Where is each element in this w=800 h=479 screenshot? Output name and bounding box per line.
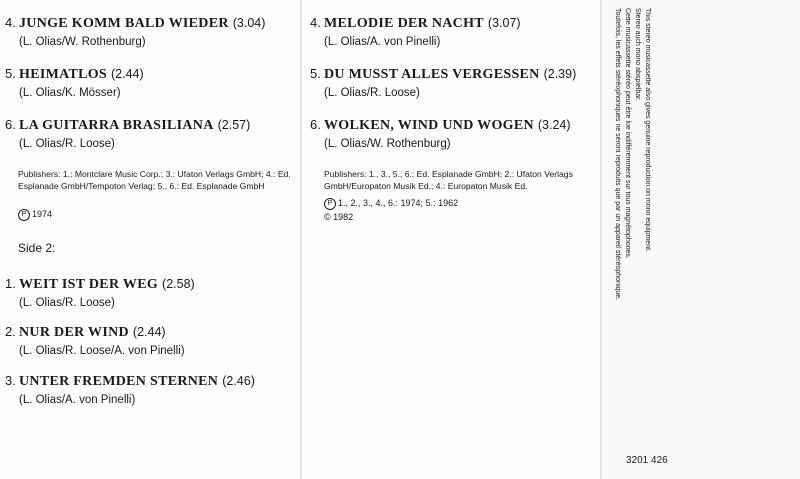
side-label: Side 2: [18,241,56,255]
stereo-notice-line: This stereo musicassette also gives genuine reproduction on mono equipment. [644,8,651,252]
catalog-number: 3201 426 [626,455,668,466]
track-item [5,323,185,357]
track-number: 5. [5,66,16,81]
phonogram-icon: P [18,209,30,221]
track-credit: (L. Olias/W. Rothenburg) [324,138,451,150]
track-title: DU MUSST ALLES VERGESSEN [324,67,540,82]
phonogram-notice [18,208,52,221]
track-duration: (2.57) [217,118,251,132]
track-credit: (L. Olias/R. Loose) [324,87,420,99]
track-duration: (2.46) [222,374,255,388]
track-credit: (L. Olias/R. Loose) [19,297,115,309]
track-title: WEIT IST DER WEG [19,277,159,292]
track-credit: (L. Olias/R. Loose) [19,138,115,150]
copyright-icon: © [324,212,331,222]
track-title: MELODIE DER NACHT [324,16,484,31]
track-title: HEIMATLOS [19,67,108,82]
track-duration: (2.44) [132,325,166,339]
track-item [5,372,255,406]
track-item [5,65,144,99]
track-credit: (L. Olias/R. Loose/A. von Pinelli) [19,345,185,357]
stereo-notice-line: Cette musicassette stéréo peut être lue indifféremment sur tous magnétophones. [624,8,631,259]
track-number: 2. [5,324,16,339]
track-number: 6. [310,117,321,132]
track-title: UNTER FREMDEN STERNEN [19,374,219,389]
track-duration: (3.04) [232,16,266,30]
track-title: LA GUITARRA BRASILIANA [19,118,214,133]
track-item [310,65,576,99]
publishers-note: Publishers: 1.: Montclare Music Corp.; 3.: Ufaton Verlags GmbH; 4.: Ed. Esplanade GmbH/Tempoton Verlag; 5., 6.: Ed. Esplanade GmbH [18,169,291,191]
track-duration: (2.39) [543,67,577,81]
track-item [5,275,195,309]
track-number: 4. [5,15,16,30]
track-item [5,14,265,48]
track-credit: (L. Olias/A. von Pinelli) [324,36,441,48]
track-number: 1. [5,276,16,291]
phonogram-icon: P [324,198,336,210]
stereo-notice-line: Toutefois, les effets stéréophoniques ne seront reproduits que par un appareil stéréophonique. [614,8,621,301]
track-title: WOLKEN, WIND UND WOGEN [324,118,534,133]
copyright-notice [324,211,353,223]
track-credit: (L. Olias/W. Rothenburg) [19,36,146,48]
track-title: NUR DER WIND [19,325,129,340]
track-duration: (3.24) [537,118,571,132]
stereo-notice [612,8,652,328]
track-item [310,14,521,48]
track-duration: (3.07) [487,16,521,30]
publishers-note: Publishers: 1., 3., 5., 6.: Ed. Esplanade GmbH; 2.: Ufaton Verlags GmbH/Europaton Musik Ed.; 4.: Europaton Musik Ed. [324,169,573,191]
phonogram-year: 1974 [32,209,53,219]
track-duration: (2.58) [162,277,195,291]
track-credit: (L. Olias/K. Mösser) [19,87,121,99]
track-number: 6. [5,117,16,132]
phonogram-years: 1., 2., 3., 4., 6.: 1974; 5.: 1962 [338,198,459,208]
track-title: JUNGE KOMM BALD WIEDER [19,16,229,31]
track-item [310,116,571,150]
stereo-notice-line: Stereo auch mono abspielbar. [634,8,641,102]
track-number: 3. [5,373,16,388]
track-duration: (2.44) [111,67,144,81]
track-number: 4. [310,15,321,30]
phonogram-notice [324,197,458,210]
track-item [5,116,250,150]
track-credit: (L. Olias/A. von Pinelli) [19,394,136,406]
copyright-year: 1982 [333,212,354,222]
track-number: 5. [310,66,321,81]
